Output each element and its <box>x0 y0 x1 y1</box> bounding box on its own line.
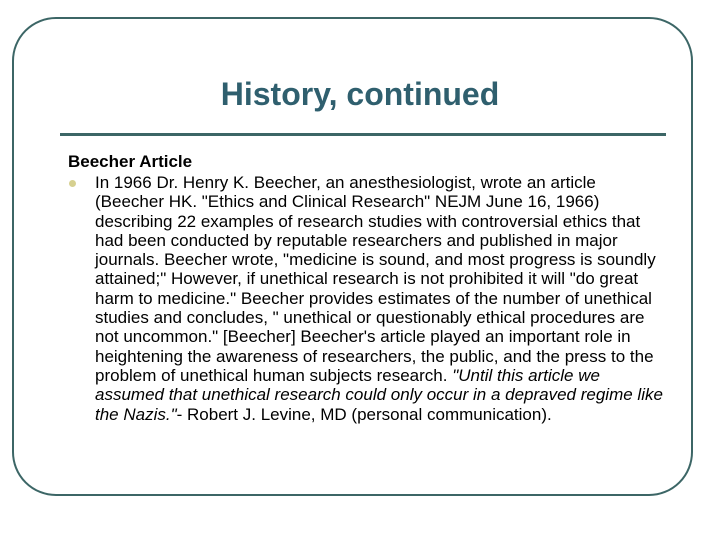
bullet-dot-icon <box>69 180 76 187</box>
bullet-text <box>95 173 664 424</box>
slide-title: History, continued <box>220 76 500 112</box>
quote-attribution: - Robert J. Levine, MD (personal communication). <box>176 404 552 424</box>
title-divider <box>60 133 666 136</box>
bullet-body: In 1966 Dr. Henry K. Beecher, an anesthesiologist, wrote an article (Beecher HK. "Ethics and Clinical Research" NEJM June 16, 1966) describing 22 examples of research studies with controversial ethics that had been conducted by reputable researchers and published in major journals. Beecher wrote, "medicine is sound, and most progress is soundly attained;" However, if unethical research is not prohibited it will "do great harm to medicine." Beecher provides estimates of the number of unethical studies and concludes, " unethical or questionably ethical procedures are not uncommon." [Beecher] Beecher's article played an important role in heightening the awareness of researchers, the public, and the press to the problem of unethical human subjects research. <box>95 173 656 385</box>
slide-content <box>68 151 664 424</box>
bullet-item <box>68 173 664 424</box>
levine-quote: "Until this article we assumed that unethical research could only occur in a depraved regime like the Nazis." <box>95 365 663 424</box>
section-heading: Beecher Article <box>68 152 193 171</box>
